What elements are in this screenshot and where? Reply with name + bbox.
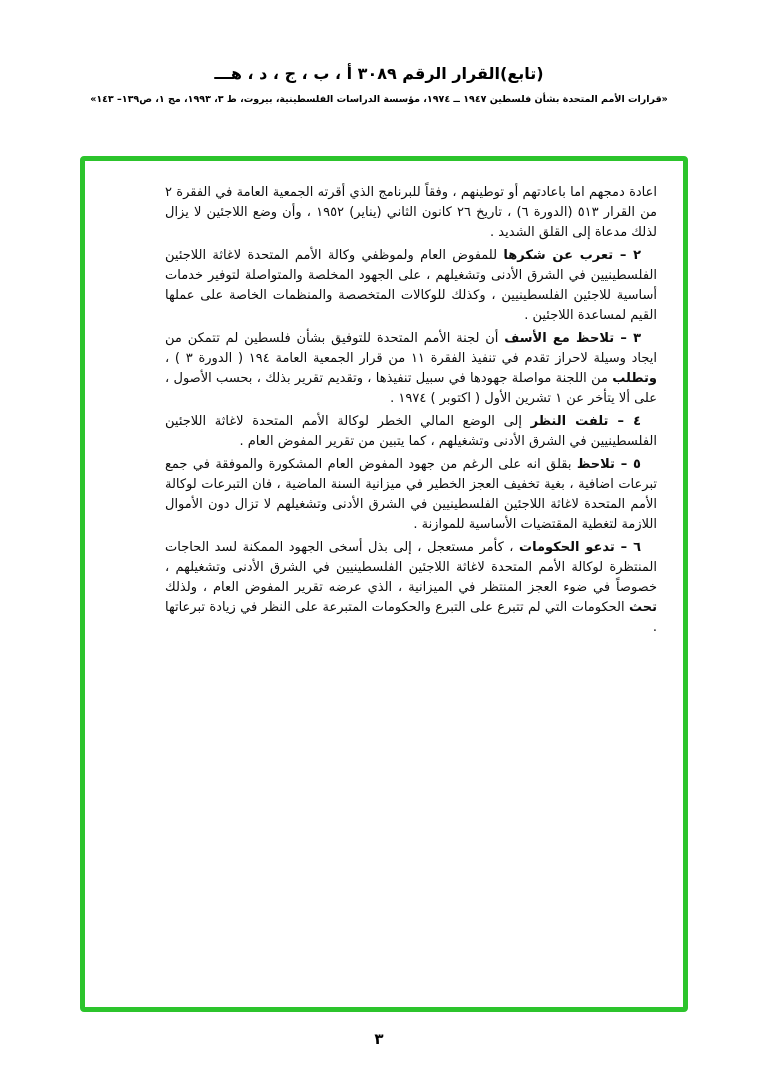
paragraph-text: ، كأمر مستعجل ، إلى بذل أسخى الجهود الممكنة لسد الحاجات المنتظرة لوكالة الأمم المتحدة لاغاثة اللاجئين الفلسطينيين في الشرق الأدنى وتشغيلهم ، خصوصاً في ضوء العجز المنتظر في الميزانية ، الذي عرضه تقرير المفوض العام ، ولذلك (165, 540, 657, 595)
paragraph-number: ٤ – (608, 414, 641, 429)
operative-phrase: تعرب عن شكرها (503, 248, 614, 263)
paragraph-number: ٣ – (614, 331, 641, 346)
paragraph-text: بقلق انه على الرغم من جهود المفوض العام المشكورة والموفقة في جمع تبرعات اضافية ، بغية تخفيف العجز الخطير في ميزانية السنة الماضية ، فان التبرعات لوكالة الأمم المتحدة لاغاثة اللاجئين الفلسطينيين في الشرق الأدنى وتشغيلهم لا تزال دون الأموال اللازمة لتغطية المقتضيات الأساسية للموازنة . (165, 457, 657, 532)
paragraph-number: ٥ – (614, 457, 641, 472)
paragraph-text: للمفوض العام ولموظفي وكالة الأمم المتحدة لاغاثة اللاجئين الفلسطينيين في الشرق الأدنى وتشغيلهم ، على الجهود المخلصة والمتواصلة لتوفير خدمات أساسية للاجئين الفلسطينيين ، وكذلك للوكالات المتخصصة والمنظمات الخاصة على عملها القيم لمساعدة اللاجئين . (165, 248, 657, 323)
operative-phrase: تلاحظ مع الأسف (504, 331, 615, 346)
paragraph-text: من اللجنة مواصلة جهودها في سبيل تنفيذها ، وتقديم تقرير بذلك ، بحسب الأصول ، على ألا يتأخر عن ١ تشرين الأول ( اكتوبر ) ١٩٧٤ . (165, 371, 657, 406)
paragraph-5 (165, 455, 657, 535)
paragraph-text: أن لجنة الأمم المتحدة للتوفيق بشأن فلسطين لم تتمكن من ايجاد وسيلة لاحراز تقدم في تنفيذ الفقرة ١١ من قرار الجمعية العامة ١٩٤ ( الدورة ٣ ) ، (165, 331, 657, 366)
paragraph-continuation (165, 183, 657, 243)
resolution-title: (تابع)القرار الرقم ٣٠٨٩ أ ، ب ، ج ، د ، هـــ (214, 64, 544, 83)
paragraph-text: إلى الوضع المالي الخطر لوكالة الأمم المتحدة لاغاثة اللاجئين الفلسطينيين في الشرق الأدنى وتشغيلهم ، كما يتبين من تقرير المفوض العام . (165, 414, 657, 449)
paragraph-number: ٦ – (614, 540, 641, 555)
paragraph-2 (165, 246, 657, 326)
operative-phrase: تلفت النظر (530, 414, 609, 429)
document-header (0, 64, 758, 105)
source-citation: «قرارات الأمم المتحدة بشأن فلسطين ١٩٤٧ ــ ١٩٧٤، مؤسسة الدراسات الفلسطينية، بيروت، ط ٣، ١٩٩٣، مج ١، ص١٣٩– ١٤٣» (90, 94, 668, 105)
operative-phrase: وتطلب (612, 371, 657, 386)
operative-phrase: تدعو الحكومات (519, 540, 615, 555)
paragraph-3 (165, 329, 657, 409)
paragraph-text: اعادة دمجهم اما باعادتهم أو توطينهم ، وفقاً للبرنامج الذي أقرته الجمعية العامة في الفقرة ٢ من القرار ٥١٣ (الدورة ٦) ، تاريخ ٢٦ كانون الثاني (يناير) ١٩٥٢ ، وأن وضع اللاجئين لا يزال لذلك مدعاة إلى القلق الشديد . (165, 185, 658, 240)
paragraph-number: ٢ – (613, 248, 641, 263)
paragraph-4 (165, 412, 657, 452)
operative-phrase: تلاحظ (576, 457, 615, 472)
operative-phrase: تحث (628, 600, 657, 615)
resolution-body (165, 183, 657, 641)
content-frame (80, 156, 688, 1012)
paragraph-6 (165, 538, 657, 638)
paragraph-text: الحكومات التي لم تتبرع على التبرع والحكومات المتبرعة على النظر في زيادة تبرعاتها . (165, 600, 657, 635)
page-number: ٣ (374, 1030, 384, 1048)
